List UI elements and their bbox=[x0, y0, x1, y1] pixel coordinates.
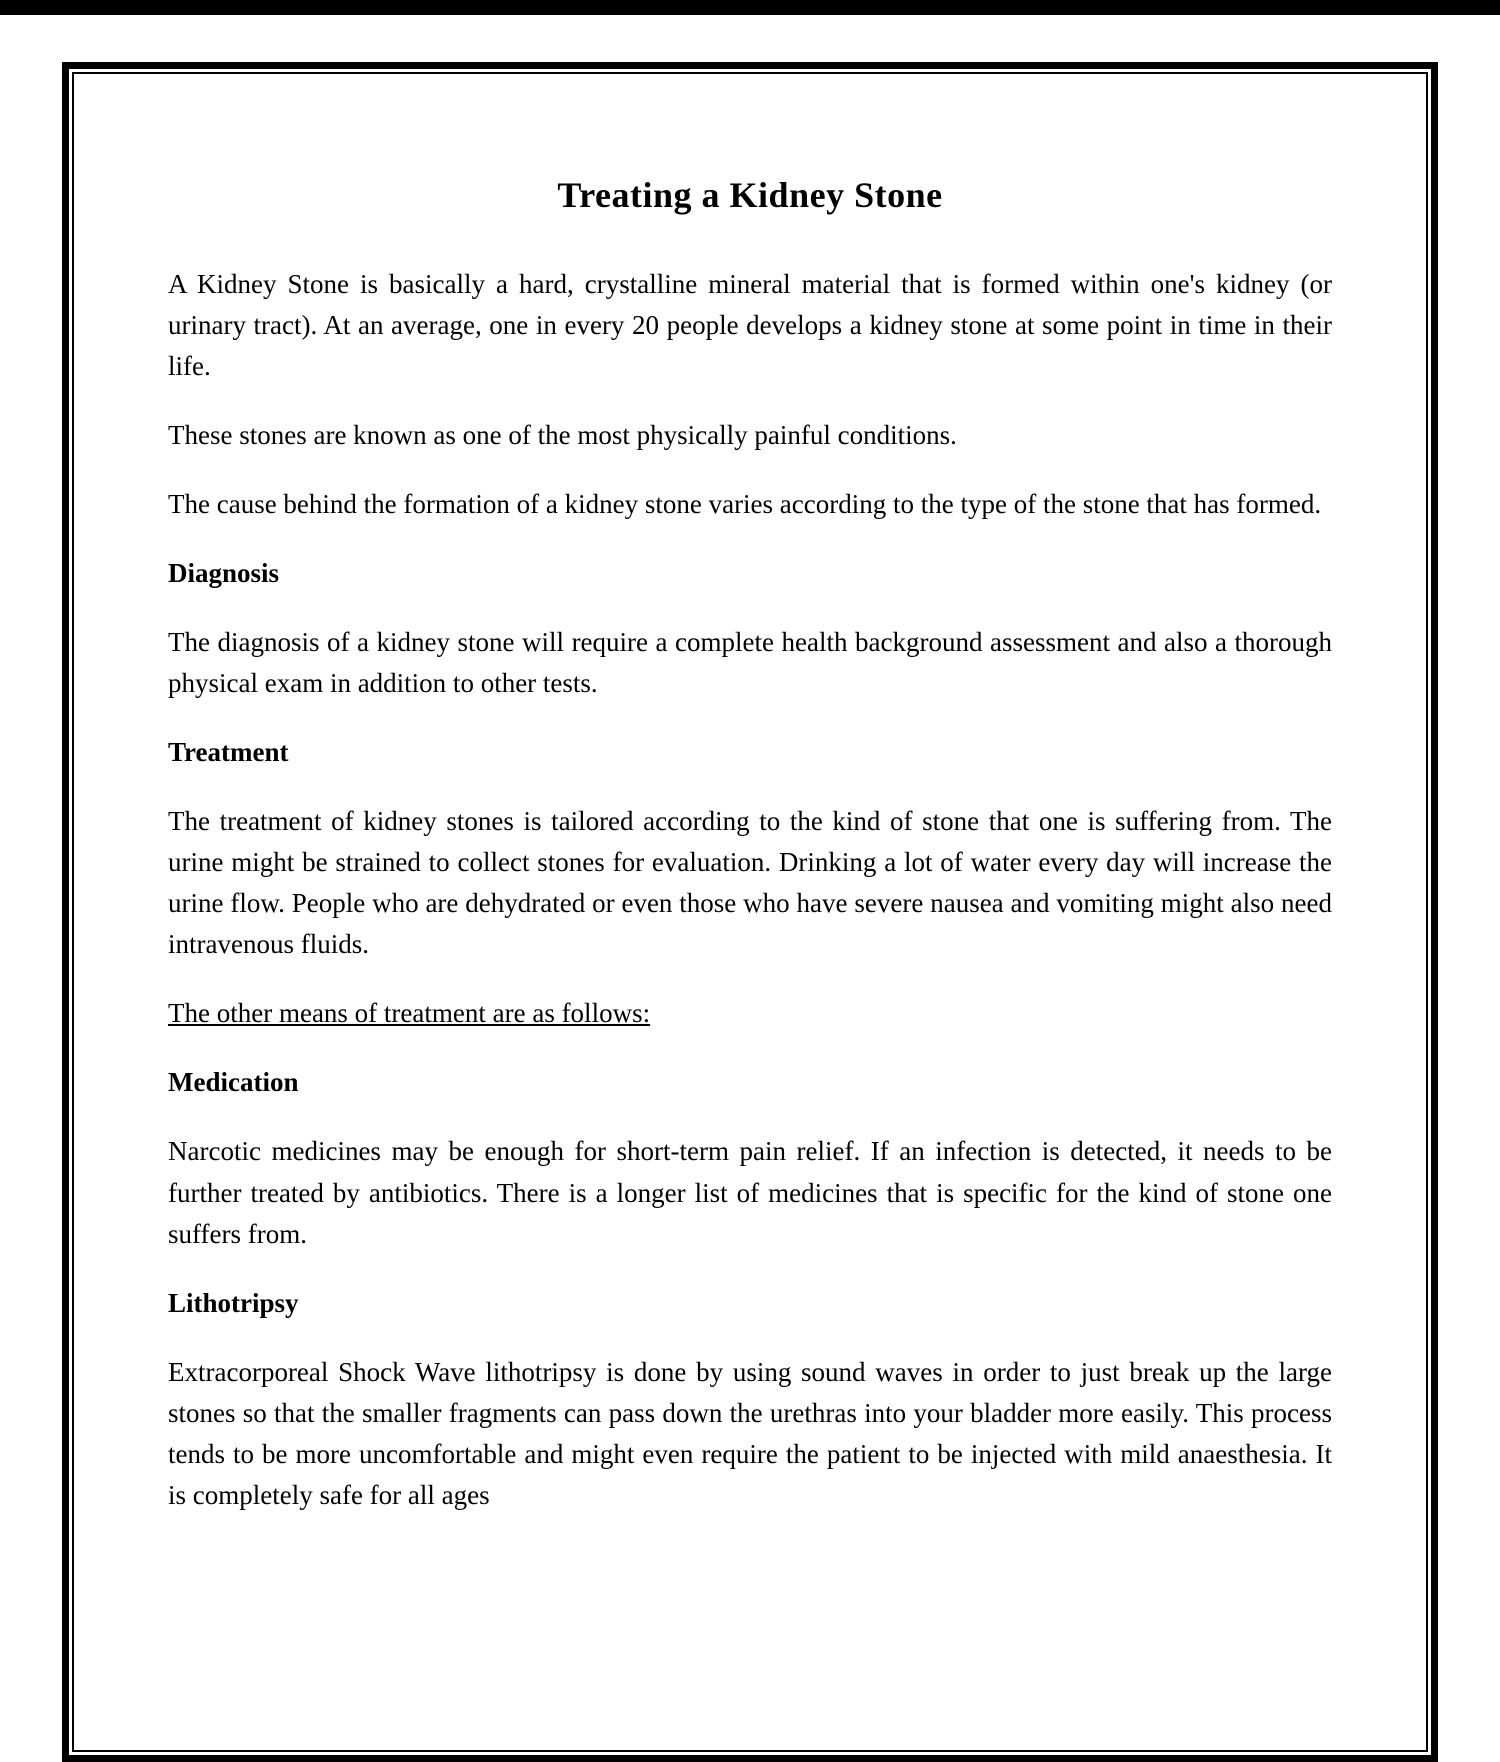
top-edge-bar bbox=[0, 0, 1500, 15]
heading-medication: Medication bbox=[168, 1067, 299, 1098]
paragraph-cause: The cause behind the formation of a kidney stone varies according to the type of the stone that has formed. bbox=[168, 489, 1322, 520]
subheading-other-means: The other means of treatment are as follows: bbox=[168, 998, 651, 1029]
heading-lithotripsy: Lithotripsy bbox=[168, 1287, 299, 1318]
page-border-frame bbox=[62, 62, 1438, 1762]
document-title: Treating a Kidney Stone bbox=[557, 175, 943, 215]
paragraph-lithotripsy: Extracorporeal Shock Wave lithotripsy is done by using sound waves in order to just break up the large stones so that the smaller fragments can pass down the urethras into your bladder more easily. This process tends to be more uncomfortable and might even require the patient to be injected with mild anaesthesia. It is completely safe for all ages bbox=[168, 1356, 1332, 1510]
page-content-area bbox=[72, 72, 1428, 1752]
heading-diagnosis: Diagnosis bbox=[168, 558, 280, 589]
paragraph-diagnosis: The diagnosis of a kidney stone will require a complete health background assessment and also a thorough physical exam in addition to other tests. bbox=[168, 627, 1332, 699]
paragraph-intro: A Kidney Stone is basically a hard, crystalline mineral material that is formed within one's kidney (or urinary tract). At an average, one in every 20 people develops a kidney stone at some point in time in their life. bbox=[168, 269, 1332, 382]
paragraph-treatment: The treatment of kidney stones is tailored according to the kind of stone that one is suffering from. The urine might be strained to collect stones for evaluation. Drinking a lot of water every day will increase the urine flow. People who are dehydrated or even those who have severe nausea and vomiting might also need intravenous fluids. bbox=[168, 806, 1332, 960]
heading-treatment: Treatment bbox=[168, 737, 289, 768]
paragraph-painful-conditions: These stones are known as one of the most physically painful conditions. bbox=[168, 420, 957, 451]
paragraph-medication: Narcotic medicines may be enough for short-term pain relief. If an infection is detected, it needs to be further treated by antibiotics. There is a longer list of medicines that is specific for the kind of stone one suffers from. bbox=[168, 1136, 1332, 1249]
